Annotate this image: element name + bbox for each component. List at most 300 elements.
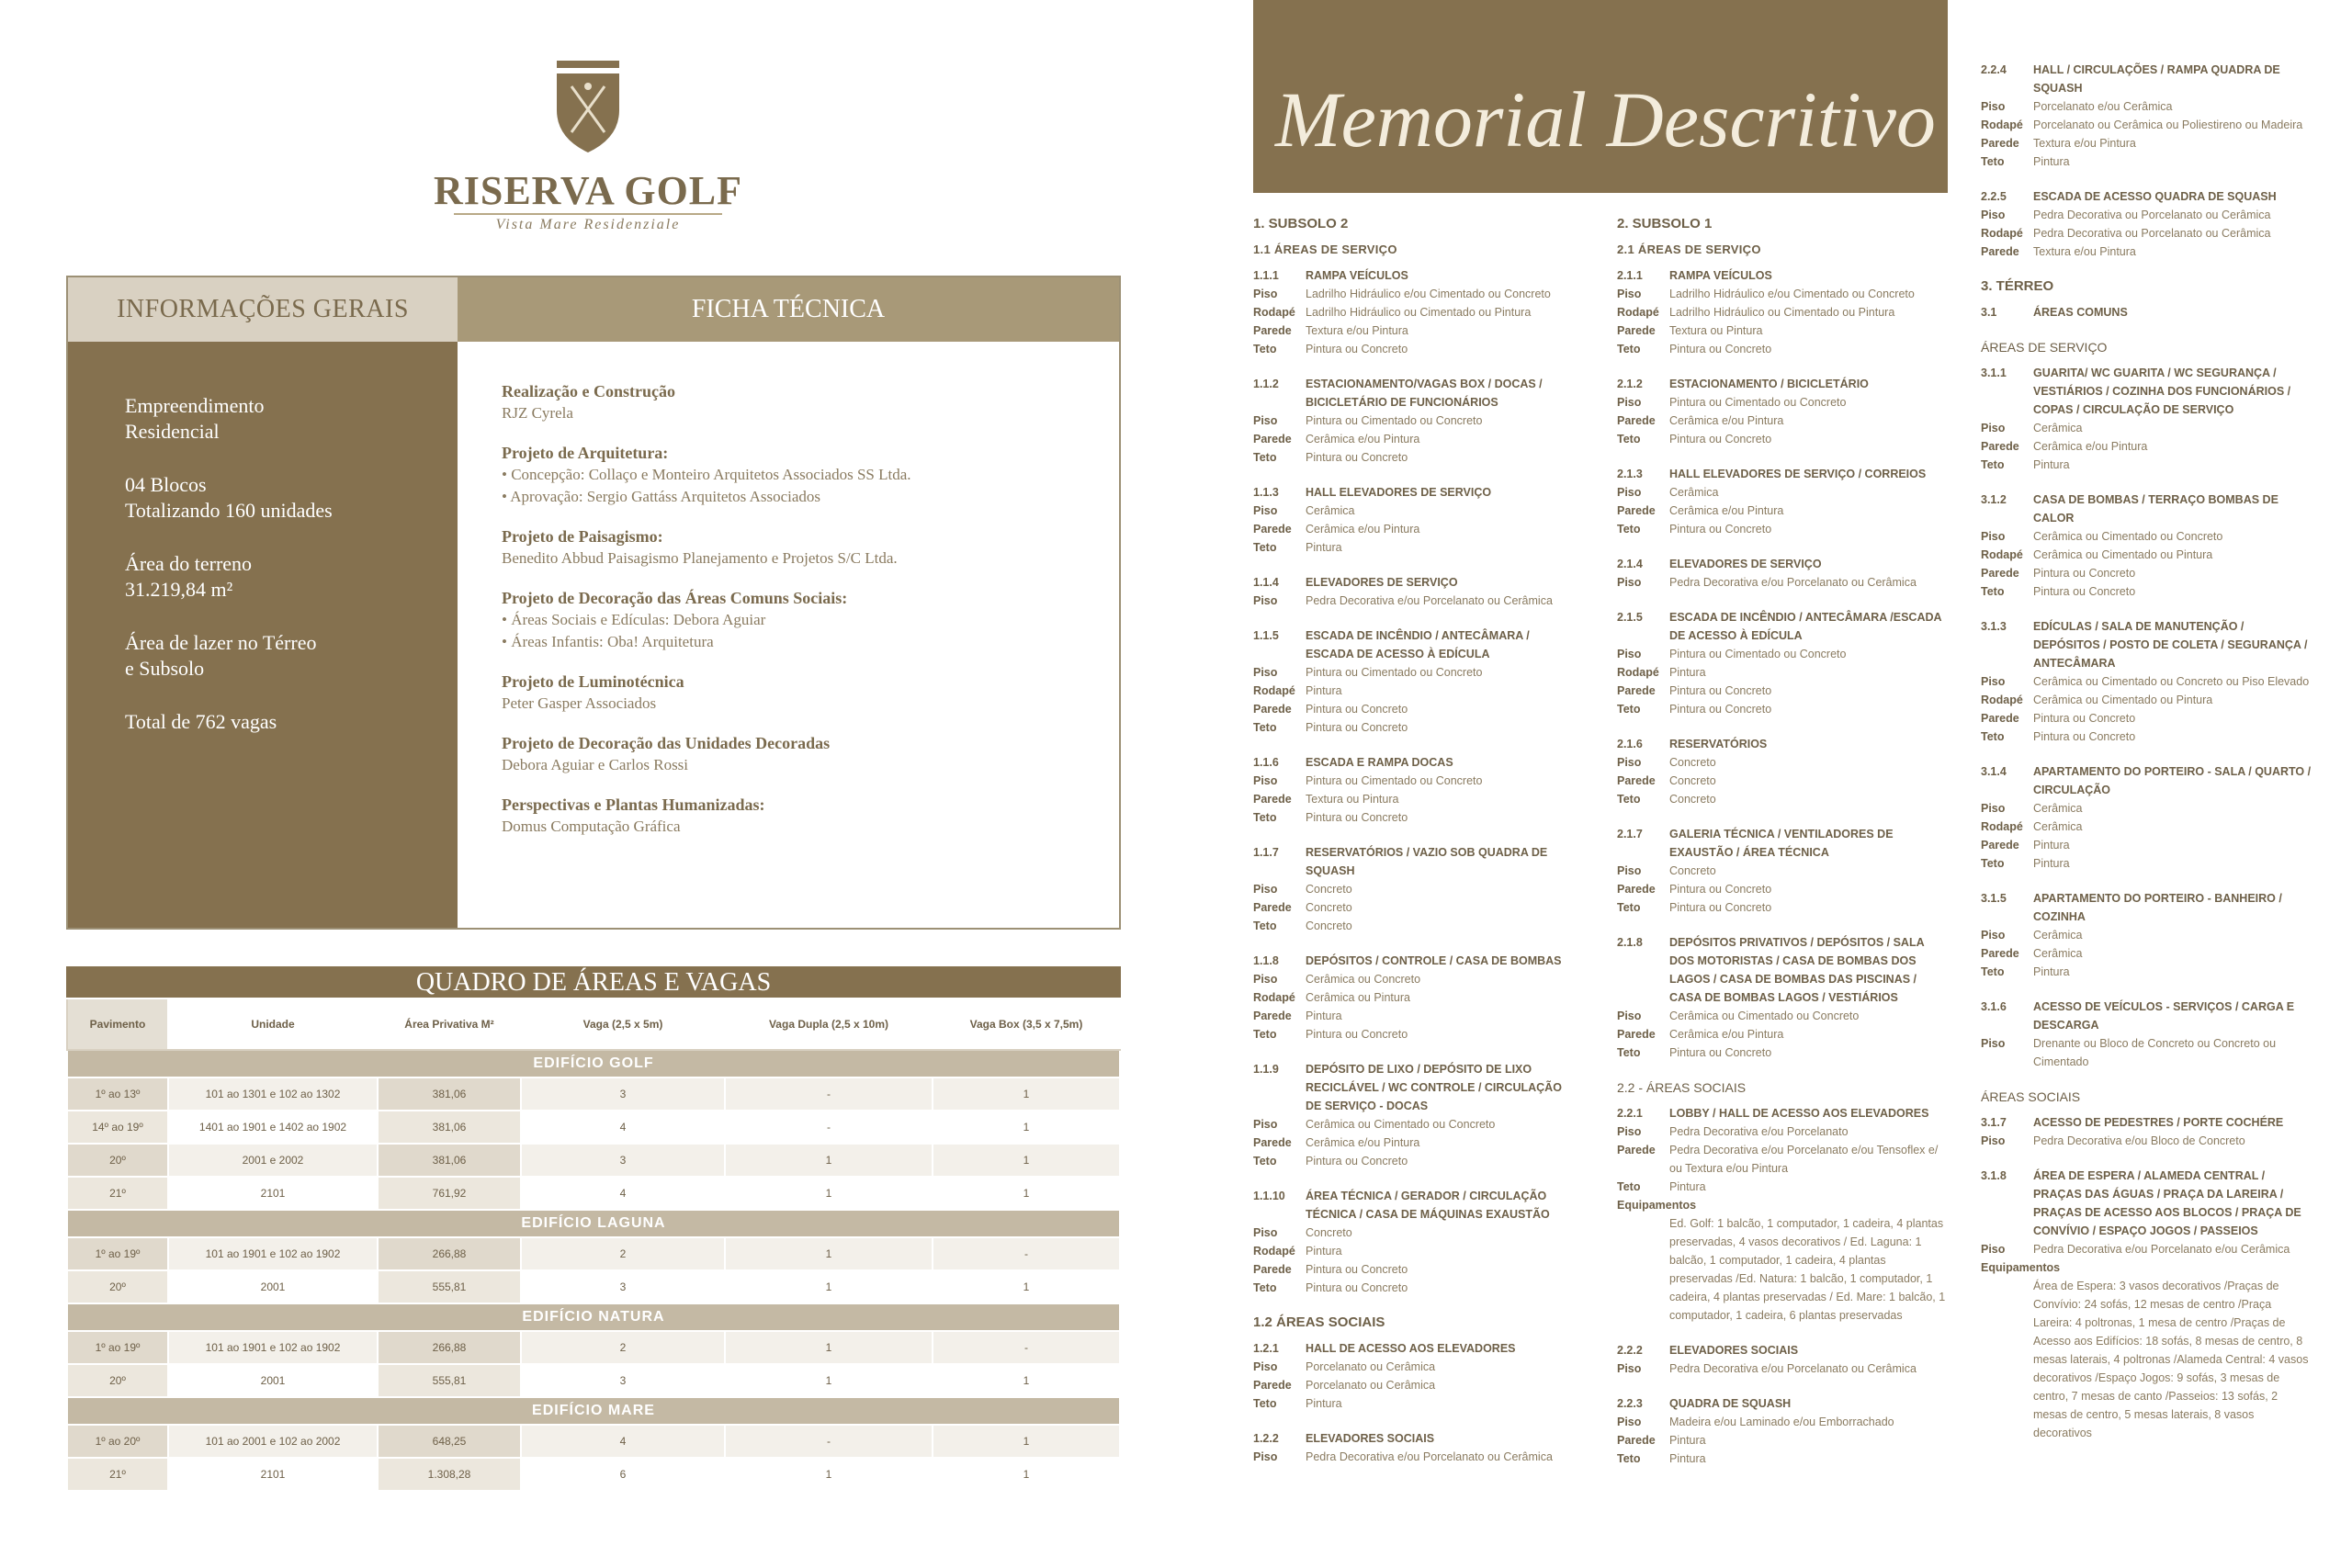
spec-row (1981, 1034, 2312, 1071)
spec-row (1253, 917, 1578, 935)
spec-label: Piso (1617, 396, 1642, 409)
table-cell: 761,92 (378, 1177, 521, 1210)
spec-row (1617, 483, 1951, 502)
item-heading (1617, 266, 1951, 285)
spec-value: Pintura ou Cimentado ou Concreto (1306, 774, 1483, 787)
spec-value: Cerâmica e/ou Pintura (2033, 440, 2148, 453)
spec-value: Pintura ou Concreto (1306, 1155, 1408, 1168)
item-number: 3.1.5 (1981, 892, 2007, 905)
building-name: EDIFÍCIO GOLF (67, 1050, 1120, 1077)
memorial-item (1981, 364, 2312, 474)
table-cell: 1 (725, 1177, 933, 1210)
spec-row (1617, 1431, 1951, 1450)
item-number: 1.1.5 (1253, 629, 1279, 642)
item-heading (1253, 952, 1578, 970)
spec-value: Pintura (1669, 1434, 1706, 1447)
spec-row (1617, 772, 1951, 790)
item-heading (1617, 375, 1951, 393)
item-heading (1981, 1113, 2312, 1132)
memorial-column-3 (1981, 61, 2312, 1459)
spec-label: Teto (1981, 965, 2005, 978)
brand-tagline: Vista Mare Residenziale (495, 217, 681, 232)
memorial-item (1981, 1167, 2312, 1442)
spec-value: Pintura (1306, 1010, 1342, 1022)
spec-row (1617, 1007, 1951, 1025)
spec-row (1617, 645, 1951, 663)
spec-row (1253, 898, 1578, 917)
spec-value: Pintura (1306, 684, 1342, 697)
item-number: 1.1.10 (1253, 1190, 1285, 1202)
spec-label: Piso (1253, 504, 1278, 517)
spec-label: Piso (1253, 1226, 1278, 1239)
spec-label: Parede (1617, 883, 1656, 896)
technical-sheet-header: FICHA TÉCNICA (458, 277, 1119, 342)
spec-label: Parede (1253, 1010, 1292, 1022)
spec-value: Pintura ou Concreto (1669, 523, 1772, 536)
spec-row (1981, 799, 2312, 818)
memorial-item (1617, 735, 1951, 808)
spec-row (1617, 340, 1951, 358)
spec-label: Rodapé (1253, 684, 1295, 697)
item-title: RESERVATÓRIOS / VAZIO SOB QUADRA DE SQUASH (1306, 846, 1548, 877)
table-cell: 1 (725, 1270, 933, 1303)
spec-row (1617, 790, 1951, 808)
spec-row (1253, 790, 1578, 808)
spec-row (1253, 1394, 1578, 1413)
spec-label: Teto (1253, 1028, 1277, 1041)
spec-row (1253, 1448, 1578, 1466)
spec-row (1981, 926, 2312, 944)
info-item: Total de 762 vagas (125, 710, 277, 733)
spec-label: Parede (1253, 1263, 1292, 1276)
spec-label: Piso (1981, 209, 2006, 221)
ficha-section-value: • Concepção: Collaço e Monteiro Arquitetos Associados SS Ltda. (502, 466, 911, 483)
memorial-item (1253, 573, 1578, 610)
table-cell: 1 (933, 1364, 1120, 1397)
item-heading (1617, 735, 1951, 753)
memorial-item (1981, 762, 2312, 873)
spec-row (1253, 663, 1578, 682)
item-heading (1981, 998, 2312, 1034)
subsection-heading: ÁREAS DE SERVIÇO (1981, 340, 2108, 355)
spec-row (1253, 718, 1578, 737)
spec-row (1617, 303, 1951, 321)
table-cell: 2001 e 2002 (168, 1144, 378, 1177)
spec-row (1981, 243, 2312, 261)
item-heading (1253, 753, 1578, 772)
column-header: Vaga (2,5 x 5m) (521, 998, 725, 1050)
item-number: 1.1.3 (1253, 486, 1279, 499)
spec-row (1253, 772, 1578, 790)
item-title: ESCADA DE INCÊNDIO / ANTECÂMARA / ESCADA DE ACESSO À EDÍCULA (1306, 629, 1530, 660)
ficha-section (502, 794, 1119, 838)
spec-row (1617, 573, 1951, 592)
info-item: Empreendimento Residencial (125, 394, 265, 443)
item-number: 2.1.2 (1617, 378, 1643, 390)
item-number: 1.1.8 (1253, 954, 1279, 967)
item-heading (1981, 491, 2312, 527)
spec-label: Teto (1617, 703, 1641, 716)
spec-value: Textura ou Pintura (1306, 793, 1399, 806)
item-number: 2.1.6 (1617, 738, 1643, 750)
spec-row (1253, 880, 1578, 898)
spec-label: Piso (1981, 100, 2006, 113)
spec-value: Pintura ou Concreto (1669, 343, 1772, 355)
spec-label: Teto (1617, 901, 1641, 914)
spec-label: Teto (1981, 458, 2005, 471)
memorial-item (1253, 1339, 1578, 1413)
spec-value: Cerâmica ou Cimentado ou Concreto (2033, 530, 2223, 543)
table-cell: 4 (521, 1425, 725, 1458)
table-cell: 4 (521, 1177, 725, 1210)
spec-row (1617, 502, 1951, 520)
item-title: APARTAMENTO DO PORTEIRO - SALA / QUARTO / CIRCULAÇÃO (2033, 765, 2312, 796)
spec-value: Cerâmica e/ou Pintura (1669, 504, 1784, 517)
item-heading (1617, 1394, 1951, 1413)
item-title: ESTACIONAMENTO / BICICLETÁRIO (1669, 378, 1869, 390)
subsection-heading: 2.2 - ÁREAS SOCIAIS (1617, 1080, 1747, 1095)
spec-value: Ladrilho Hidráulico ou Cimentado ou Pintura (1306, 306, 1532, 319)
item-heading (1617, 933, 1951, 1007)
general-info-header: INFORMAÇÕES GERAIS (68, 277, 458, 342)
subsection-heading: ÁREAS SOCIAIS (1981, 1089, 2081, 1104)
item-heading (1981, 889, 2312, 926)
memorial-item (1981, 61, 2312, 171)
item-heading (1253, 1060, 1578, 1115)
spec-label: Piso (1253, 666, 1278, 679)
memorial-item (1253, 1429, 1578, 1466)
ficha-section-value: Peter Gasper Associados (502, 694, 657, 712)
section-heading: 1.2 ÁREAS SOCIAIS (1253, 1314, 1385, 1330)
spec-label: Teto (1617, 343, 1641, 355)
column-header: Pavimento (67, 998, 168, 1050)
spec-label: Parede (1253, 324, 1292, 337)
ficha-section-title: Projeto de Decoração das Unidades Decoradas (502, 734, 831, 752)
table-cell: 2001 (168, 1270, 378, 1303)
item-title: ÁREA TÉCNICA / GERADOR / CIRCULAÇÃO TÉCNICA / CASA DE MÁQUINAS EXAUSTÃO (1306, 1190, 1550, 1221)
table-row (67, 1425, 1120, 1458)
spec-label: Teto (1981, 585, 2005, 598)
spec-value: Cerâmica (2033, 947, 2083, 960)
spec-label: Parede (1981, 712, 2019, 725)
spec-row (1617, 1450, 1951, 1468)
subsection-heading: 1.1 ÁREAS DE SERVIÇO (1253, 243, 1397, 256)
memorial-item (1617, 375, 1951, 448)
equipment-label: Equipamentos (1617, 1199, 1697, 1212)
item-title: HALL ELEVADORES DE SERVIÇO (1306, 486, 1492, 499)
spec-value: Ladrilho Hidráulico e/ou Cimentado ou Concreto (1306, 288, 1551, 300)
item-title: ELEVADORES SOCIAIS (1306, 1432, 1435, 1445)
spec-row (1617, 430, 1951, 448)
spec-label: Teto (1253, 1397, 1277, 1410)
building-name: EDIFÍCIO LAGUNA (67, 1210, 1120, 1237)
memorial-item (1981, 998, 2312, 1071)
spec-value: Pintura ou Concreto (1306, 1281, 1408, 1294)
item-title: DEPÓSITOS / CONTROLE / CASA DE BOMBAS (1306, 954, 1562, 967)
table-cell: 3 (521, 1144, 725, 1177)
golf-shield-icon (551, 59, 625, 154)
spec-row (1253, 1025, 1578, 1043)
item-number: 1.2.2 (1253, 1432, 1279, 1445)
table-cell: 1 (933, 1177, 1120, 1210)
spec-value: Pedra Decorativa e/ou Porcelanato e/ou Tensoflex e/ ou Textura e/ou Pintura (1669, 1144, 1939, 1175)
item-title: RESERVATÓRIOS (1669, 738, 1768, 750)
spec-value: Pedra Decorativa e/ou Porcelanato ou Cerâmica (1306, 594, 1553, 607)
spec-label: Piso (1981, 675, 2006, 688)
spec-label: Rodapé (1253, 991, 1295, 1004)
spec-value: Cerâmica (2033, 802, 2083, 815)
table-cell: 101 ao 1901 e 102 ao 1902 (168, 1331, 378, 1364)
spec-value: Pedra Decorativa e/ou Porcelanato ou Cerâmica (1669, 576, 1917, 589)
table-cell: 14º ao 19º (67, 1111, 168, 1144)
item-title: QUADRA DE SQUASH (1669, 1397, 1792, 1410)
table-row (67, 1177, 1120, 1210)
spec-label: Piso (1981, 802, 2006, 815)
spec-label: Teto (1253, 451, 1277, 464)
spec-value: Pintura ou Concreto (1669, 1046, 1772, 1059)
item-title: DEPÓSITOS PRIVATIVOS / DEPÓSITOS / SALA DOS MOTORISTAS / CASA DE BOMBAS DOS LAGOS / CASA DE BOMBAS DAS PISCINAS / CASA DE BOMBAS LAGOS / VESTIÁRIOS (1669, 936, 1925, 1004)
memorial-item (1253, 1187, 1578, 1297)
item-title: APARTAMENTO DO PORTEIRO - BANHEIRO / COZINHA (2033, 892, 2282, 923)
item-title: HALL ELEVADORES DE SERVIÇO / CORREIOS (1669, 468, 1927, 480)
ficha-section (502, 587, 1119, 653)
spec-label: Rodapé (1253, 306, 1295, 319)
spec-row (1253, 1007, 1578, 1025)
ficha-section (502, 671, 1119, 715)
info-panel (66, 276, 1121, 930)
spec-label: Piso (1617, 1362, 1642, 1375)
table-cell: - (725, 1111, 933, 1144)
item-title: RAMPA VEÍCULOS (1306, 269, 1408, 282)
equipment-label: Equipamentos (1981, 1261, 2061, 1274)
spec-label: Teto (1617, 1180, 1641, 1193)
equipment-text: Ed. Golf: 1 balcão, 1 computador, 1 cadeira, 4 plantas preservadas, 4 vasos decorativos / Ed. Laguna: 1 balcão, 1 computador, 1 cadeira, 4 plantas preservadas /Ed. Natura: 1 balcão, 1 computador, 1 cadeira, 4 plantas preservadas / Ed. Mare: 1 balcão, 1 computador, 1 cadeira, 6 plantas preservadas (1669, 1217, 1946, 1322)
spec-label: Teto (1253, 343, 1277, 355)
item-heading (1617, 825, 1951, 862)
spec-value: Pintura ou Concreto (1306, 1028, 1408, 1041)
spec-label: Parede (1617, 414, 1656, 427)
spec-row (1981, 944, 2312, 963)
spec-value: Pedra Decorativa e/ou Porcelanato ou Cerâmica (1669, 1362, 1917, 1375)
spec-value: Pedra Decorativa e/ou Porcelanato (1669, 1125, 1849, 1138)
spec-value: Cerâmica ou Cimentado ou Concreto ou Piso Elevado (2033, 675, 2310, 688)
memorial-item (1253, 753, 1578, 827)
memorial-item (1617, 1341, 1951, 1378)
spec-row (1253, 1134, 1578, 1152)
spec-row (1617, 321, 1951, 340)
spec-value: Pedra Decorativa ou Porcelanato ou Cerâmica (2033, 209, 2271, 221)
spec-row (1253, 1260, 1578, 1279)
ficha-section-value: Domus Computação Gráfica (502, 818, 681, 835)
spec-value: Cerâmica (2033, 929, 2083, 942)
item-number: 1.1.1 (1253, 269, 1279, 282)
item-number: 1.1.6 (1253, 756, 1279, 769)
table-row (67, 1144, 1120, 1177)
item-heading (1253, 573, 1578, 592)
item-title: LOBBY / HALL DE ACESSO AOS ELEVADORES (1669, 1107, 1929, 1120)
spec-row (1253, 1115, 1578, 1134)
memorial-title: Memorial Descritivo (1275, 75, 1936, 164)
spec-value: Cerâmica ou Cimentado ou Pintura (2033, 694, 2213, 706)
spec-value: Concreto (1306, 1226, 1352, 1239)
spec-value: Cerâmica e/ou Pintura (1669, 414, 1784, 427)
item-heading (1253, 1339, 1578, 1358)
table-cell: 2 (521, 1237, 725, 1270)
spec-row (1253, 592, 1578, 610)
spec-value: Pintura ou Concreto (1306, 721, 1408, 734)
table-cell: 3 (521, 1270, 725, 1303)
spec-label: Parede (1617, 324, 1656, 337)
ficha-section-title: Realização e Construção (502, 382, 675, 400)
spec-value: Concreto (1669, 864, 1716, 877)
spec-label: Parede (1253, 703, 1292, 716)
item-title: ESTACIONAMENTO/VAGAS BOX / DOCAS / BICICLETÁRIO DE FUNCIONÁRIOS (1306, 378, 1543, 409)
spec-row (1253, 1224, 1578, 1242)
spec-label: Piso (1617, 1010, 1642, 1022)
spec-value: Pintura ou Concreto (1306, 343, 1408, 355)
spec-value: Pintura ou Concreto (1306, 1263, 1408, 1276)
memorial-item (1981, 303, 2312, 321)
spec-label: Rodapé (1981, 820, 2023, 833)
spec-label: Teto (1981, 857, 2005, 870)
spec-value: Cerâmica (1669, 486, 1719, 499)
spec-label: Teto (1617, 433, 1641, 446)
item-number: 3.1.2 (1981, 493, 2007, 506)
spec-row (1253, 502, 1578, 520)
item-number: 2.1.1 (1617, 269, 1643, 282)
item-number: 1.1.9 (1253, 1063, 1279, 1076)
ficha-section-title: Projeto de Decoração das Áreas Comuns Sociais: (502, 589, 848, 607)
spec-value: Ladrilho Hidráulico ou Cimentado ou Pintura (1669, 306, 1895, 319)
item-title: EDÍCULAS / SALA DE MANUTENÇÃO / DEPÓSITOS / POSTO DE COLETA / SEGURANÇA / ANTECÂMARA (2033, 620, 2308, 670)
spec-value: Pintura ou Concreto (2033, 567, 2136, 580)
memorial-item (1253, 843, 1578, 935)
item-number: 1.1.4 (1253, 576, 1279, 589)
info-item: Área do terreno 31.219,84 m² (125, 552, 253, 601)
spec-value: Pintura ou Concreto (1669, 901, 1772, 914)
spec-value: Porcelanato ou Cerâmica (1306, 1360, 1436, 1373)
spec-label: Piso (1981, 530, 2006, 543)
item-number: 2.1.7 (1617, 828, 1643, 840)
spec-label: Parede (1981, 440, 2019, 453)
spec-row (1981, 1132, 2312, 1150)
spec-label: Rodapé (1981, 118, 2023, 131)
spec-label: Piso (1617, 486, 1642, 499)
spec-label: Parede (1617, 504, 1656, 517)
table-cell: 3 (521, 1077, 725, 1111)
spec-row (1253, 303, 1578, 321)
spec-value: Cerâmica ou Cimentado ou Pintura (2033, 548, 2213, 561)
spec-label: Piso (1253, 288, 1278, 300)
item-number: 3.1.8 (1981, 1169, 2007, 1182)
spec-row (1617, 898, 1951, 917)
spec-row (1253, 321, 1578, 340)
spec-row (1981, 672, 2312, 691)
spec-row (1617, 700, 1951, 718)
spec-label: Parede (1253, 901, 1292, 914)
spec-value: Pedra Decorativa ou Porcelanato ou Cerâmica (2033, 227, 2271, 240)
spec-row (1981, 564, 2312, 582)
spec-row (1617, 1043, 1951, 1062)
table-cell: 1401 ao 1901 e 1402 ao 1902 (168, 1111, 378, 1144)
spec-row (1617, 1413, 1951, 1431)
spec-label: Rodapé (1981, 227, 2023, 240)
memorial-column-1 (1253, 209, 1578, 1483)
spec-label: Parede (1981, 137, 2019, 150)
table-cell: 1 (933, 1270, 1120, 1303)
section-heading: 3. TÉRREO (1981, 278, 2054, 294)
spec-row (1253, 340, 1578, 358)
table-cell: 381,06 (378, 1111, 521, 1144)
table-cell: 266,88 (378, 1331, 521, 1364)
item-heading (1617, 555, 1951, 573)
table-cell: 2 (521, 1331, 725, 1364)
spec-value: Pintura ou Concreto (2033, 712, 2136, 725)
spec-value: Pedra Decorativa e/ou Porcelanato ou Cerâmica (1306, 1450, 1553, 1463)
spec-label: Parede (1253, 523, 1292, 536)
item-heading (1253, 843, 1578, 880)
spec-value: Concreto (1306, 883, 1352, 896)
spec-row (1253, 1242, 1578, 1260)
spec-row (1981, 224, 2312, 243)
subsection-heading: 2.1 ÁREAS DE SERVIÇO (1617, 243, 1761, 256)
spec-value: Concreto (1669, 793, 1716, 806)
item-heading (1981, 1167, 2312, 1240)
spec-value: Pintura ou Concreto (1306, 811, 1408, 824)
table-row (67, 1331, 1120, 1364)
item-title: ESCADA DE INCÊNDIO / ANTECÂMARA /ESCADA DE ACESSO À EDÍCULA (1669, 611, 1942, 642)
spec-value: Pintura (2033, 965, 2070, 978)
table-cell: 381,06 (378, 1077, 521, 1111)
item-heading (1253, 626, 1578, 663)
ficha-section (502, 525, 1119, 570)
item-heading (1617, 1341, 1951, 1359)
item-title: RAMPA VEÍCULOS (1669, 269, 1772, 282)
spec-row (1981, 728, 2312, 746)
item-heading (1981, 364, 2312, 419)
item-heading (1617, 608, 1951, 645)
spec-label: Parede (1617, 1028, 1656, 1041)
memorial-item (1617, 1394, 1951, 1468)
spec-value: Concreto (1669, 774, 1716, 787)
brand-name: RISERVA GOLF (433, 168, 743, 213)
spec-row (1253, 412, 1578, 430)
ficha-section (502, 380, 1119, 424)
memorial-item (1617, 608, 1951, 718)
spec-value: Pintura ou Concreto (2033, 730, 2136, 743)
spec-row (1253, 430, 1578, 448)
spec-row (1981, 97, 2312, 116)
item-number: 3.1.3 (1981, 620, 2007, 633)
spec-label: Parede (1617, 1144, 1656, 1156)
item-title: GALERIA TÉCNICA / VENTILADORES DE EXAUSTÃO / ÁREA TÉCNICA (1669, 828, 1894, 859)
item-title: DEPÓSITO DE LIXO / DEPÓSITO DE LIXO RECICLÁVEL / WC CONTROLE / CIRCULAÇÃO DE SERVIÇO - DOCAS (1306, 1063, 1562, 1112)
spec-value: Concreto (1306, 901, 1352, 914)
spec-value: Pedra Decorativa e/ou Bloco de Concreto (2033, 1134, 2245, 1147)
item-number: 3.1.4 (1981, 765, 2007, 778)
spec-label: Teto (1617, 1452, 1641, 1465)
item-number: 3.1.6 (1981, 1000, 2007, 1013)
spec-value: Pintura ou Concreto (1306, 451, 1408, 464)
table-cell: 1 (933, 1458, 1120, 1491)
item-title: GUARITA/ WC GUARITA / WC SEGURANÇA / VESTIÁRIOS / COZINHA DOS FUNCIONÁRIOS / COPAS / CIRCULAÇÃO DE SERVIÇO (2033, 367, 2291, 416)
table-cell: 101 ao 1901 e 102 ao 1902 (168, 1237, 378, 1270)
table-row (67, 1364, 1120, 1397)
item-title: ESCADA E RAMPA DOCAS (1306, 756, 1453, 769)
spec-value: Cerâmica ou Pintura (1306, 991, 1410, 1004)
spec-value: Cerâmica ou Concreto (1306, 973, 1421, 986)
item-title: ÁREA DE ESPERA / ALAMEDA CENTRAL / PRAÇAS DAS ÁGUAS / PRAÇA DA LAREIRA / PRAÇAS DE ACESSO AOS BLOCOS / PRAÇA DE CONVÍVIO / ESPAÇO JOGOS / PASSEIOS (2033, 1169, 2301, 1237)
